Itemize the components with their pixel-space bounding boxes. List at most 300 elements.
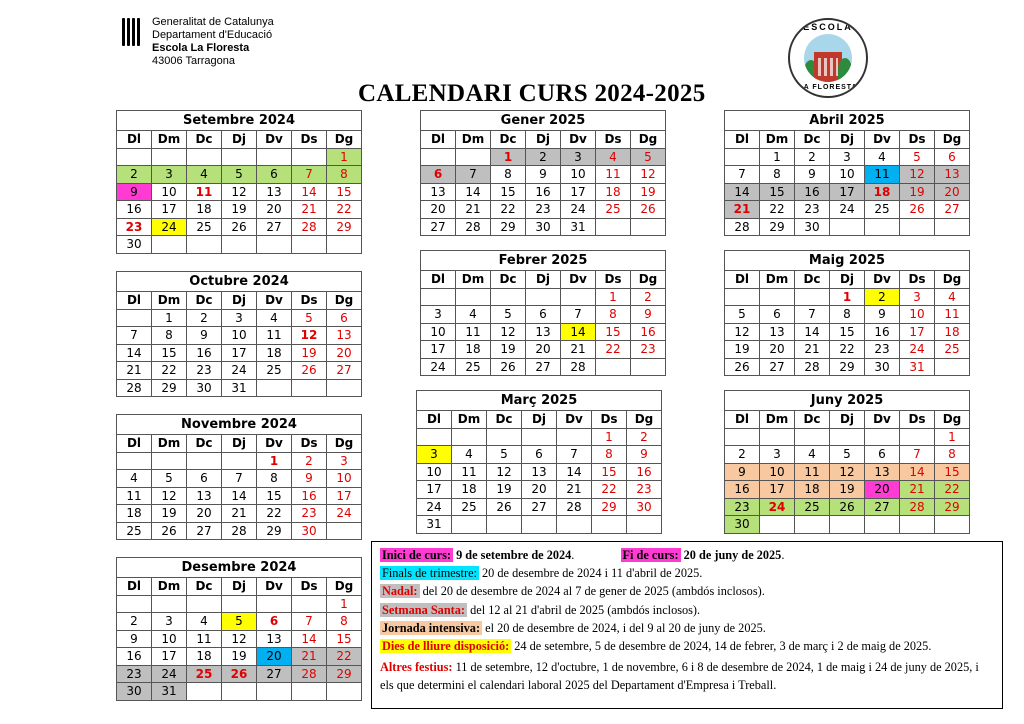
day-cell: 29 bbox=[257, 522, 292, 540]
day-cell: 24 bbox=[152, 665, 187, 683]
day-cell: 19 bbox=[222, 201, 257, 219]
day-cell: 14 bbox=[557, 463, 592, 481]
day-cell: 21 bbox=[222, 505, 257, 523]
day-cell: 4 bbox=[257, 309, 292, 327]
day-cell: 1 bbox=[596, 288, 631, 306]
weekday-header: Ds bbox=[900, 131, 935, 149]
empty-cell bbox=[257, 236, 292, 254]
day-cell: 1 bbox=[491, 148, 526, 166]
weekday-header: Dl bbox=[725, 271, 760, 289]
day-cell: 23 bbox=[795, 201, 830, 219]
weekday-header: Dv bbox=[865, 131, 900, 149]
day-cell: 3 bbox=[327, 452, 362, 470]
day-cell: 13 bbox=[935, 166, 970, 184]
weekday-header: Dv bbox=[257, 131, 292, 149]
day-cell: 21 bbox=[292, 201, 327, 219]
legend-nadal-value: del 20 de desembre de 2024 al 7 de gener de 2025 (ambdós inclosos). bbox=[422, 584, 765, 599]
day-cell: 30 bbox=[187, 379, 222, 397]
weekday-header: Ds bbox=[292, 578, 327, 596]
empty-cell bbox=[292, 236, 327, 254]
empty-cell bbox=[795, 428, 830, 446]
day-cell: 20 bbox=[187, 505, 222, 523]
legend-line-nadal bbox=[380, 582, 994, 600]
weekday-header: Dc bbox=[487, 411, 522, 429]
weekday-header: Dm bbox=[452, 411, 487, 429]
weekday-header: Dm bbox=[760, 411, 795, 429]
empty-cell bbox=[725, 148, 760, 166]
day-cell: 10 bbox=[417, 463, 452, 481]
day-cell: 27 bbox=[865, 498, 900, 516]
day-cell: 17 bbox=[152, 648, 187, 666]
legend-line-jornada bbox=[380, 619, 994, 637]
day-cell: 18 bbox=[257, 344, 292, 362]
empty-cell bbox=[900, 516, 935, 534]
school-logo-top-text: ESCOLA bbox=[803, 22, 853, 32]
day-cell: 8 bbox=[491, 166, 526, 184]
day-cell: 10 bbox=[561, 166, 596, 184]
day-cell: 1 bbox=[327, 595, 362, 613]
day-cell: 23 bbox=[526, 201, 561, 219]
day-cell: 30 bbox=[117, 683, 152, 701]
weekday-header: Dg bbox=[627, 411, 662, 429]
empty-cell bbox=[327, 683, 362, 701]
day-cell: 27 bbox=[935, 201, 970, 219]
day-cell: 4 bbox=[187, 166, 222, 184]
day-cell: 19 bbox=[725, 341, 760, 359]
day-cell: 9 bbox=[187, 327, 222, 345]
legend-trimestre-value: 20 de desembre de 2024 i 11 d'abril de 2025. bbox=[482, 566, 703, 581]
day-cell: 15 bbox=[592, 463, 627, 481]
weekday-header: Dg bbox=[935, 131, 970, 149]
day-cell: 26 bbox=[725, 358, 760, 376]
legend-nadal-label: Nadal: bbox=[382, 584, 418, 599]
empty-cell bbox=[117, 452, 152, 470]
day-cell: 8 bbox=[327, 613, 362, 631]
day-cell: 22 bbox=[935, 481, 970, 499]
day-cell: 24 bbox=[830, 201, 865, 219]
empty-cell bbox=[935, 218, 970, 236]
day-cell: 14 bbox=[292, 183, 327, 201]
empty-cell bbox=[830, 218, 865, 236]
day-cell: 12 bbox=[725, 323, 760, 341]
day-cell: 31 bbox=[417, 516, 452, 534]
day-cell: 9 bbox=[292, 470, 327, 488]
day-cell: 19 bbox=[491, 341, 526, 359]
day-cell: 10 bbox=[327, 470, 362, 488]
day-cell: 6 bbox=[935, 148, 970, 166]
empty-cell bbox=[900, 218, 935, 236]
day-cell: 8 bbox=[830, 306, 865, 324]
legend-fi-label: Fi de curs: bbox=[622, 548, 679, 562]
day-cell: 14 bbox=[795, 323, 830, 341]
day-cell: 10 bbox=[152, 183, 187, 201]
empty-cell bbox=[327, 379, 362, 397]
empty-cell bbox=[725, 288, 760, 306]
day-cell: 20 bbox=[760, 341, 795, 359]
day-cell: 17 bbox=[152, 201, 187, 219]
school-name: Escola La Floresta bbox=[152, 42, 250, 54]
day-cell: 16 bbox=[725, 481, 760, 499]
day-cell: 22 bbox=[830, 341, 865, 359]
day-cell: 26 bbox=[830, 498, 865, 516]
day-cell: 17 bbox=[222, 344, 257, 362]
weekday-header: Dj bbox=[526, 131, 561, 149]
legend-santa-label: Setmana Santa: bbox=[382, 602, 466, 617]
day-cell: 15 bbox=[830, 323, 865, 341]
legend-santa-value: del 12 al 21 d'abril de 2025 (ambdós inclosos). bbox=[470, 602, 701, 617]
empty-cell bbox=[830, 516, 865, 534]
day-cell: 14 bbox=[725, 183, 760, 201]
empty-cell bbox=[257, 379, 292, 397]
day-cell: 7 bbox=[795, 306, 830, 324]
weekday-header: Dv bbox=[561, 131, 596, 149]
empty-cell bbox=[187, 595, 222, 613]
empty-cell bbox=[725, 428, 760, 446]
day-cell: 30 bbox=[526, 218, 561, 236]
empty-cell bbox=[935, 516, 970, 534]
empty-cell bbox=[557, 516, 592, 534]
day-cell: 24 bbox=[152, 218, 187, 236]
day-cell: 13 bbox=[327, 327, 362, 345]
day-cell: 9 bbox=[795, 166, 830, 184]
day-cell: 1 bbox=[257, 452, 292, 470]
day-cell: 20 bbox=[257, 201, 292, 219]
day-cell: 9 bbox=[631, 306, 666, 324]
day-cell: 30 bbox=[725, 516, 760, 534]
day-cell: 16 bbox=[117, 201, 152, 219]
day-cell: 30 bbox=[795, 218, 830, 236]
day-cell: 5 bbox=[491, 306, 526, 324]
day-cell: 1 bbox=[830, 288, 865, 306]
day-cell: 11 bbox=[117, 487, 152, 505]
day-cell: 18 bbox=[935, 323, 970, 341]
day-cell: 22 bbox=[257, 505, 292, 523]
empty-cell bbox=[117, 309, 152, 327]
day-cell: 28 bbox=[292, 665, 327, 683]
day-cell: 29 bbox=[327, 218, 362, 236]
day-cell: 15 bbox=[760, 183, 795, 201]
day-cell: 17 bbox=[421, 341, 456, 359]
day-cell: 16 bbox=[865, 323, 900, 341]
day-cell: 14 bbox=[292, 630, 327, 648]
day-cell: 8 bbox=[935, 446, 970, 464]
day-cell: 4 bbox=[596, 148, 631, 166]
day-cell: 12 bbox=[830, 463, 865, 481]
empty-cell bbox=[760, 288, 795, 306]
day-cell: 22 bbox=[152, 362, 187, 380]
empty-cell bbox=[830, 428, 865, 446]
weekday-header: Dj bbox=[522, 411, 557, 429]
day-cell: 24 bbox=[327, 505, 362, 523]
empty-cell bbox=[292, 379, 327, 397]
day-cell: 5 bbox=[222, 613, 257, 631]
weekday-header: Dj bbox=[830, 131, 865, 149]
weekday-header: Ds bbox=[292, 435, 327, 453]
day-cell: 28 bbox=[222, 522, 257, 540]
day-cell: 11 bbox=[187, 183, 222, 201]
day-cell: 17 bbox=[561, 183, 596, 201]
day-cell: 19 bbox=[830, 481, 865, 499]
day-cell: 9 bbox=[627, 446, 662, 464]
legend-fi-value: 20 de juny de 2025 bbox=[683, 548, 782, 562]
empty-cell bbox=[187, 683, 222, 701]
empty-cell bbox=[292, 148, 327, 166]
page-title: CALENDARI CURS 2024-2025 bbox=[358, 80, 706, 107]
day-cell: 7 bbox=[456, 166, 491, 184]
day-cell: 18 bbox=[456, 341, 491, 359]
day-cell: 17 bbox=[327, 487, 362, 505]
day-cell: 22 bbox=[491, 201, 526, 219]
day-cell: 23 bbox=[292, 505, 327, 523]
day-cell: 11 bbox=[935, 306, 970, 324]
weekday-header: Dc bbox=[795, 411, 830, 429]
day-cell: 16 bbox=[627, 463, 662, 481]
month-desembre bbox=[116, 557, 362, 701]
day-cell: 23 bbox=[627, 481, 662, 499]
day-cell: 28 bbox=[292, 218, 327, 236]
day-cell: 11 bbox=[865, 166, 900, 184]
day-cell: 26 bbox=[900, 201, 935, 219]
day-cell: 24 bbox=[417, 498, 452, 516]
legend-trimestre-label: Finals de trimestre: bbox=[382, 566, 477, 581]
weekday-header: Dg bbox=[935, 411, 970, 429]
legend-jornada-label: Jornada intensiva: bbox=[382, 620, 481, 635]
empty-cell bbox=[187, 148, 222, 166]
day-cell: 8 bbox=[152, 327, 187, 345]
day-cell: 9 bbox=[117, 630, 152, 648]
weekday-header: Dl bbox=[421, 131, 456, 149]
day-cell: 16 bbox=[526, 183, 561, 201]
day-cell: 1 bbox=[152, 309, 187, 327]
day-cell: 25 bbox=[456, 358, 491, 376]
weekday-header: Ds bbox=[900, 411, 935, 429]
legend-lliure-value: 24 de setembre, 5 de desembre de 2024, 14 de febrer, 3 de març i 2 de maig de 2025. bbox=[514, 639, 932, 654]
day-cell: 15 bbox=[152, 344, 187, 362]
day-cell: 1 bbox=[935, 428, 970, 446]
day-cell: 31 bbox=[222, 379, 257, 397]
day-cell: 2 bbox=[292, 452, 327, 470]
header-line-1: Generalitat de Catalunya bbox=[152, 16, 274, 28]
day-cell: 13 bbox=[760, 323, 795, 341]
day-cell: 25 bbox=[117, 522, 152, 540]
weekday-header: Dj bbox=[830, 271, 865, 289]
weekday-header: Dc bbox=[187, 578, 222, 596]
day-cell: 17 bbox=[417, 481, 452, 499]
day-cell: 28 bbox=[561, 358, 596, 376]
day-cell: 18 bbox=[452, 481, 487, 499]
day-cell: 23 bbox=[725, 498, 760, 516]
day-cell: 27 bbox=[526, 358, 561, 376]
day-cell: 25 bbox=[187, 665, 222, 683]
day-cell: 24 bbox=[421, 358, 456, 376]
day-cell: 23 bbox=[187, 362, 222, 380]
day-cell: 11 bbox=[456, 323, 491, 341]
day-cell: 15 bbox=[327, 630, 362, 648]
day-cell: 12 bbox=[631, 166, 666, 184]
day-cell: 7 bbox=[900, 446, 935, 464]
weekday-header: Dm bbox=[152, 131, 187, 149]
weekday-header: Dv bbox=[557, 411, 592, 429]
day-cell: 2 bbox=[627, 428, 662, 446]
day-cell: 1 bbox=[592, 428, 627, 446]
month-title: Octubre 2024 bbox=[117, 272, 362, 292]
day-cell: 10 bbox=[760, 463, 795, 481]
day-cell: 12 bbox=[900, 166, 935, 184]
day-cell: 21 bbox=[725, 201, 760, 219]
weekday-header: Dv bbox=[257, 578, 292, 596]
day-cell: 19 bbox=[631, 183, 666, 201]
day-cell: 10 bbox=[830, 166, 865, 184]
day-cell: 15 bbox=[491, 183, 526, 201]
empty-cell bbox=[491, 288, 526, 306]
day-cell: 7 bbox=[292, 613, 327, 631]
weekday-header: Dj bbox=[222, 131, 257, 149]
day-cell: 19 bbox=[152, 505, 187, 523]
empty-cell bbox=[152, 452, 187, 470]
day-cell: 25 bbox=[795, 498, 830, 516]
legend-box bbox=[371, 541, 1003, 709]
empty-cell bbox=[865, 516, 900, 534]
day-cell: 19 bbox=[292, 344, 327, 362]
day-cell: 8 bbox=[596, 306, 631, 324]
day-cell: 10 bbox=[152, 630, 187, 648]
empty-cell bbox=[631, 358, 666, 376]
empty-cell bbox=[456, 148, 491, 166]
day-cell: 29 bbox=[830, 358, 865, 376]
day-cell: 11 bbox=[795, 463, 830, 481]
day-cell: 25 bbox=[257, 362, 292, 380]
day-cell: 13 bbox=[865, 463, 900, 481]
empty-cell bbox=[152, 236, 187, 254]
day-cell: 22 bbox=[592, 481, 627, 499]
day-cell: 16 bbox=[795, 183, 830, 201]
empty-cell bbox=[257, 148, 292, 166]
day-cell: 16 bbox=[187, 344, 222, 362]
month-octubre bbox=[116, 271, 362, 397]
day-cell: 20 bbox=[421, 201, 456, 219]
empty-cell bbox=[557, 428, 592, 446]
day-cell: 20 bbox=[327, 344, 362, 362]
legend-line-lliure bbox=[380, 637, 994, 655]
weekday-header: Dg bbox=[327, 435, 362, 453]
empty-cell bbox=[421, 148, 456, 166]
day-cell: 5 bbox=[830, 446, 865, 464]
weekday-header: Dj bbox=[222, 578, 257, 596]
day-cell: 28 bbox=[900, 498, 935, 516]
month-febrer bbox=[420, 250, 666, 376]
day-cell: 14 bbox=[117, 344, 152, 362]
weekday-header: Ds bbox=[292, 292, 327, 310]
day-cell: 18 bbox=[596, 183, 631, 201]
day-cell: 30 bbox=[865, 358, 900, 376]
weekday-header: Dl bbox=[117, 435, 152, 453]
month-title: Novembre 2024 bbox=[117, 415, 362, 435]
empty-cell bbox=[292, 683, 327, 701]
day-cell: 6 bbox=[865, 446, 900, 464]
day-cell: 3 bbox=[830, 148, 865, 166]
day-cell: 2 bbox=[865, 288, 900, 306]
day-cell: 26 bbox=[631, 201, 666, 219]
day-cell: 17 bbox=[760, 481, 795, 499]
legend-festius-value: 11 de setembre, 12 d'octubre, 1 de novembre, 6 i 8 de desembre de 2024, 1 de maig i 24 de juny de 2025, i els que determini el calendari laboral 2025 del Departament d'Empresa i Treball. bbox=[380, 660, 979, 693]
day-cell: 6 bbox=[187, 470, 222, 488]
empty-cell bbox=[222, 595, 257, 613]
day-cell: 8 bbox=[257, 470, 292, 488]
day-cell: 6 bbox=[327, 309, 362, 327]
day-cell: 11 bbox=[257, 327, 292, 345]
day-cell: 19 bbox=[487, 481, 522, 499]
empty-cell bbox=[487, 428, 522, 446]
day-cell: 13 bbox=[187, 487, 222, 505]
day-cell: 15 bbox=[935, 463, 970, 481]
day-cell: 8 bbox=[327, 166, 362, 184]
legend-jornada-value: el 20 de desembre de 2024, i del 9 al 20 de juny de 2025. bbox=[485, 620, 766, 635]
generalitat-logo-icon bbox=[122, 18, 142, 46]
month-title: Juny 2025 bbox=[725, 391, 970, 411]
day-cell: 27 bbox=[760, 358, 795, 376]
day-cell: 21 bbox=[456, 201, 491, 219]
empty-cell bbox=[627, 516, 662, 534]
empty-cell bbox=[417, 428, 452, 446]
empty-cell bbox=[561, 288, 596, 306]
month-abril bbox=[724, 110, 970, 236]
day-cell: 4 bbox=[935, 288, 970, 306]
day-cell: 31 bbox=[561, 218, 596, 236]
weekday-header: Dv bbox=[257, 292, 292, 310]
day-cell: 26 bbox=[292, 362, 327, 380]
day-cell: 9 bbox=[526, 166, 561, 184]
day-cell: 25 bbox=[596, 201, 631, 219]
month-title: Setembre 2024 bbox=[117, 111, 362, 131]
empty-cell bbox=[257, 683, 292, 701]
empty-cell bbox=[222, 452, 257, 470]
school-logo-icon bbox=[788, 18, 868, 98]
day-cell: 13 bbox=[522, 463, 557, 481]
day-cell: 6 bbox=[522, 446, 557, 464]
day-cell: 9 bbox=[865, 306, 900, 324]
weekday-header: Dc bbox=[795, 271, 830, 289]
day-cell: 3 bbox=[152, 166, 187, 184]
day-cell: 19 bbox=[900, 183, 935, 201]
month-title: Març 2025 bbox=[417, 391, 662, 411]
day-cell: 4 bbox=[456, 306, 491, 324]
day-cell: 3 bbox=[222, 309, 257, 327]
month-title: Abril 2025 bbox=[725, 111, 970, 131]
day-cell: 4 bbox=[187, 613, 222, 631]
day-cell: 5 bbox=[152, 470, 187, 488]
weekday-header: Dj bbox=[222, 292, 257, 310]
day-cell: 16 bbox=[117, 648, 152, 666]
day-cell: 6 bbox=[257, 166, 292, 184]
day-cell: 14 bbox=[456, 183, 491, 201]
empty-cell bbox=[935, 358, 970, 376]
legend-line-festius bbox=[380, 658, 994, 694]
day-cell: 27 bbox=[187, 522, 222, 540]
day-cell: 13 bbox=[526, 323, 561, 341]
day-cell: 7 bbox=[557, 446, 592, 464]
day-cell: 22 bbox=[327, 648, 362, 666]
day-cell: 13 bbox=[257, 183, 292, 201]
weekday-header: Dm bbox=[152, 292, 187, 310]
weekday-header: Dc bbox=[187, 292, 222, 310]
empty-cell bbox=[526, 288, 561, 306]
empty-cell bbox=[760, 428, 795, 446]
day-cell: 2 bbox=[117, 166, 152, 184]
day-cell: 20 bbox=[257, 648, 292, 666]
day-cell: 13 bbox=[257, 630, 292, 648]
day-cell: 6 bbox=[421, 166, 456, 184]
day-cell: 13 bbox=[421, 183, 456, 201]
